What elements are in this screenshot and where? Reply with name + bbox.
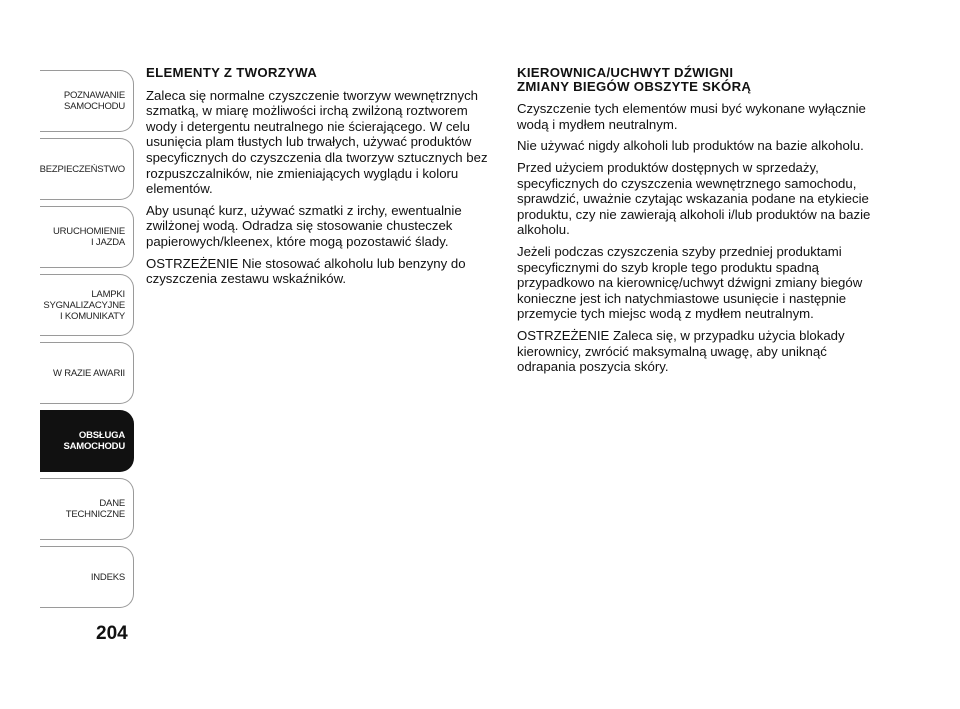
paragraph: Zaleca się normalne czyszczenie tworzyw wewnętrznych szmatką, w miarę możliwości irchą zwilżoną roztworem wody i detergentu neutralnego nie ścierającego. W celu usunięcia plam tłustych lub trwałych, używać produktów specyficznych do czyszczenia dla tworzyw sztucznych bez rozpuszczalników, nie zmieniających wyglądu i koloru elementów.	[146, 87, 488, 197]
tab-dane-techniczne[interactable]: DANE TECHNICZNE	[40, 478, 134, 540]
tab-indeks[interactable]: INDEKS	[40, 546, 134, 608]
tab-poznawanie-samochodu[interactable]: POZNAWANIE SAMOCHODU	[40, 70, 134, 132]
warning-paragraph: OSTRZEŻENIE Nie stosować alkoholu lub benzyny do czyszczenia zestawu wskaźników.	[146, 255, 466, 287]
section-heading-plastics: ELEMENTY Z TWORZYWA	[146, 65, 318, 80]
heading-line: ZMIANY BIEGÓW OBSZYTE SKÓRĄ	[517, 78, 752, 94]
heading-line: KIEROWNICA/UCHWYT DŹWIGNI	[517, 65, 734, 80]
paragraph: Przed użyciem produktów dostępnych w sprzedaży, specyficznych do czyszczenia wewnętrznego samochodu, sprawdzić, uważnie czytając wskazania podane na etykiecie produktu, czy nie zawierają alkoholi i/lub produktów na bazie alkoholu.	[517, 159, 871, 238]
chapter-tabs	[40, 70, 134, 614]
left-column	[146, 66, 502, 293]
tab-bezpieczenstwo[interactable]: BEZPIECZEŃSTWO	[40, 138, 134, 200]
right-column	[517, 66, 877, 381]
tab-uruchomienie-i-jazda[interactable]: URUCHOMIENIE I JAZDA	[40, 206, 134, 268]
tab-w-razie-awarii[interactable]: W RAZIE AWARII	[40, 342, 134, 404]
warning-paragraph: OSTRZEŻENIE Zaleca się, w przypadku użycia blokady kierownicy, zwrócić maksymalną uwagę, aby uniknąć odrapania poszycia skóry.	[517, 327, 845, 375]
section-heading-leather	[517, 66, 877, 93]
paragraph: Aby usunąć kurz, używać szmatki z irchy, ewentualnie zwilżonej wodą. Odradza się stosowanie chusteczek papierowych/kleenex, które mogą pozostawić ślady.	[146, 202, 462, 249]
paragraph: Jeżeli podczas czyszczenia szyby przedniej produktami specyficznymi do szyb krople tego produktu spadną przypadkowo na kierownicę/uchwyt dźwigni zmiany biegów konieczne jest ich natychmiastowe usunięcie i następnie przemycie tych miejsc wodą z mydłem neutralnym.	[517, 243, 863, 322]
paragraph: Czyszczenie tych elementów musi być wykonane wyłącznie wodą i mydłem neutralnym.	[517, 101, 866, 132]
tab-obsluga-samochodu[interactable]: OBSŁUGA SAMOCHODU	[40, 410, 134, 472]
paragraph: Nie używać nigdy alkoholi lub produktów na bazie alkoholu.	[517, 138, 864, 154]
page-number: 204	[96, 623, 128, 644]
tab-lampki-sygnalizacyjne[interactable]: LAMPKI SYGNALIZACYJNE I KOMUNIKATY	[40, 274, 134, 336]
